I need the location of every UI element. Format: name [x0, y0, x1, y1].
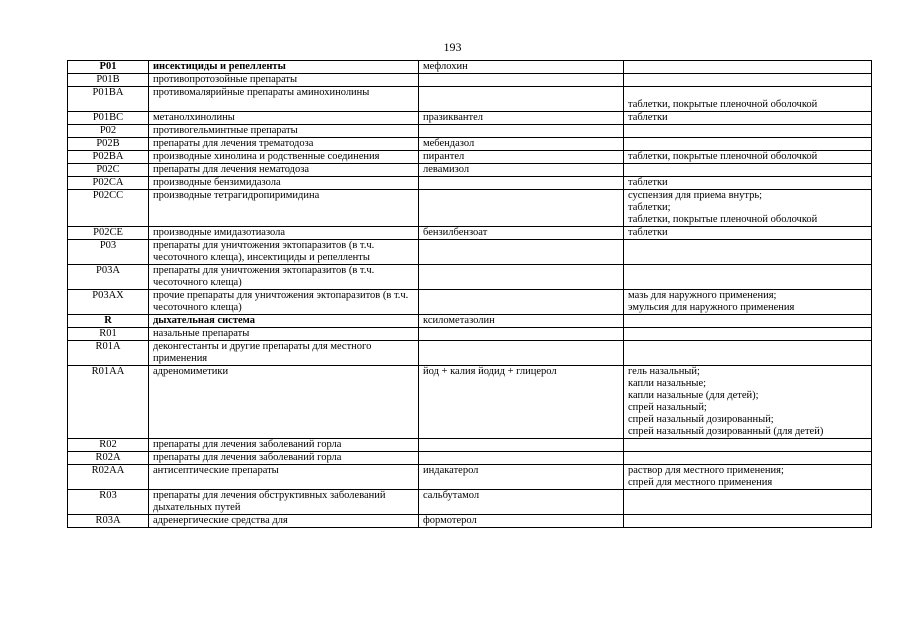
drug-name-cell: индакатерол: [419, 465, 624, 490]
dosage-form-cell: [624, 164, 872, 177]
dosage-form-cell: мазь для наружного применения; эмульсия для наружного применения: [624, 290, 872, 315]
atc-code-cell: R01: [68, 328, 149, 341]
pharmacological-group-cell: противопротозойные препараты: [149, 74, 419, 87]
table-row: [68, 265, 872, 290]
pharmacological-group-cell: адренергические средства для: [149, 515, 419, 528]
dosage-form-cell: таблетки, покрытые пленочной оболочкой: [624, 87, 872, 112]
dosage-form-cell: [624, 265, 872, 290]
drug-name-cell: [419, 341, 624, 366]
atc-code-cell: P03AX: [68, 290, 149, 315]
atc-code-cell: P02BA: [68, 151, 149, 164]
dosage-form-cell: [624, 74, 872, 87]
dosage-form-cell: таблетки, покрытые пленочной оболочкой: [624, 151, 872, 164]
dosage-form-cell: [624, 240, 872, 265]
pharmacological-group-cell: антисептические препараты: [149, 465, 419, 490]
dosage-form-cell: таблетки: [624, 177, 872, 190]
table-row: [68, 112, 872, 125]
table-row: [68, 138, 872, 151]
table-row: [68, 341, 872, 366]
pharmacological-group-cell: противомалярийные препараты аминохинолины: [149, 87, 419, 112]
table-row: [68, 315, 872, 328]
drug-name-cell: [419, 240, 624, 265]
dosage-form-cell: [624, 341, 872, 366]
pharmacological-group-cell: назальные препараты: [149, 328, 419, 341]
table-row: [68, 240, 872, 265]
table-row: [68, 366, 872, 439]
drug-name-cell: [419, 265, 624, 290]
pharmacological-group-cell: производные бензимидазола: [149, 177, 419, 190]
table-row: [68, 190, 872, 227]
dosage-form-cell: [624, 138, 872, 151]
drug-name-cell: [419, 328, 624, 341]
pharmacological-group-cell: производные имидазотиазола: [149, 227, 419, 240]
dosage-form-cell: таблетки: [624, 112, 872, 125]
dosage-form-cell: [624, 452, 872, 465]
drug-name-cell: [419, 190, 624, 227]
pharmacological-group-cell: препараты для уничтожения эктопаразитов (в т.ч. чесоточного клеща), инсектициды и репелленты: [149, 240, 419, 265]
atc-code-cell: R02AA: [68, 465, 149, 490]
atc-code-cell: R03A: [68, 515, 149, 528]
pharmacological-group-cell: инсектициды и репелленты: [149, 61, 419, 74]
table-row: [68, 74, 872, 87]
pharmacological-group-cell: метанолхинолины: [149, 112, 419, 125]
table-row: [68, 490, 872, 515]
drug-name-cell: пирантел: [419, 151, 624, 164]
drug-name-cell: [419, 439, 624, 452]
dosage-form-cell: [624, 490, 872, 515]
drug-name-cell: мефлохин: [419, 61, 624, 74]
table-row: [68, 439, 872, 452]
drug-name-cell: левамизол: [419, 164, 624, 177]
atc-code-cell: P03: [68, 240, 149, 265]
atc-code-cell: P01B: [68, 74, 149, 87]
atc-code-cell: P01BA: [68, 87, 149, 112]
pharmacological-group-cell: препараты для лечения трематодоза: [149, 138, 419, 151]
pharmacological-group-cell: противогельминтные препараты: [149, 125, 419, 138]
drug-name-cell: празиквантел: [419, 112, 624, 125]
drug-name-cell: [419, 74, 624, 87]
atc-code-cell: R01AA: [68, 366, 149, 439]
atc-code-cell: R02A: [68, 452, 149, 465]
atc-code-cell: R01A: [68, 341, 149, 366]
pharmacological-group-cell: производные тетрагидропиримидина: [149, 190, 419, 227]
pharmacological-group-cell: адреномиметики: [149, 366, 419, 439]
table-row: [68, 125, 872, 138]
table-row: [68, 290, 872, 315]
atc-code-cell: R03: [68, 490, 149, 515]
drug-name-cell: [419, 87, 624, 112]
atc-code-cell: P03A: [68, 265, 149, 290]
atc-code-cell: R: [68, 315, 149, 328]
pharmacological-group-cell: препараты для лечения нематодоза: [149, 164, 419, 177]
dosage-form-cell: раствор для местного применения; спрей для местного применения: [624, 465, 872, 490]
drug-name-cell: бензилбензоат: [419, 227, 624, 240]
drug-name-cell: сальбутамол: [419, 490, 624, 515]
pharmacological-group-cell: дыхательная система: [149, 315, 419, 328]
table-row: [68, 177, 872, 190]
drug-name-cell: йод + калия йодид + глицерол: [419, 366, 624, 439]
pharmacological-group-cell: препараты для лечения заболеваний горла: [149, 452, 419, 465]
drug-table: [67, 60, 872, 528]
atc-code-cell: R02: [68, 439, 149, 452]
drug-name-cell: формотерол: [419, 515, 624, 528]
drug-name-cell: ксилометазолин: [419, 315, 624, 328]
atc-code-cell: P02CA: [68, 177, 149, 190]
dosage-form-cell: [624, 125, 872, 138]
atc-code-cell: P02B: [68, 138, 149, 151]
drug-name-cell: [419, 125, 624, 138]
dosage-form-cell: [624, 315, 872, 328]
pharmacological-group-cell: препараты для лечения обструктивных заболеваний дыхательных путей: [149, 490, 419, 515]
dosage-form-cell: гель назальный; капли назальные; капли назальные (для детей); спрей назальный; спрей назальный дозированный; спрей назальный дозированный (для детей): [624, 366, 872, 439]
drug-name-cell: [419, 290, 624, 315]
page-number: 193: [443, 40, 462, 54]
pharmacological-group-cell: прочие препараты для уничтожения эктопаразитов (в т.ч. чесоточного клеща): [149, 290, 419, 315]
drug-name-cell: мебендазол: [419, 138, 624, 151]
dosage-form-cell: таблетки: [624, 227, 872, 240]
pharmacological-group-cell: деконгестанты и другие препараты для местного применения: [149, 341, 419, 366]
atc-code-cell: P02: [68, 125, 149, 138]
pharmacological-group-cell: производные хинолина и родственные соединения: [149, 151, 419, 164]
table-row: [68, 452, 872, 465]
table-row: [68, 227, 872, 240]
table-row: [68, 164, 872, 177]
atc-code-cell: P01BC: [68, 112, 149, 125]
table-row: [68, 465, 872, 490]
table-row: [68, 328, 872, 341]
pharmacological-group-cell: препараты для уничтожения эктопаразитов (в т.ч. чесоточного клеща): [149, 265, 419, 290]
atc-code-cell: P02CC: [68, 190, 149, 227]
drug-name-cell: [419, 452, 624, 465]
dosage-form-cell: [624, 61, 872, 74]
dosage-form-cell: суспензия для приема внутрь; таблетки; таблетки, покрытые пленочной оболочкой: [624, 190, 872, 227]
table-row: [68, 61, 872, 74]
atc-code-cell: P02CE: [68, 227, 149, 240]
dosage-form-cell: [624, 439, 872, 452]
table-body: [68, 61, 872, 528]
atc-code-cell: P01: [68, 61, 149, 74]
dosage-form-cell: [624, 328, 872, 341]
table-row: [68, 87, 872, 112]
atc-code-cell: P02C: [68, 164, 149, 177]
pharmacological-group-cell: препараты для лечения заболеваний горла: [149, 439, 419, 452]
table-row: [68, 515, 872, 528]
dosage-form-cell: [624, 515, 872, 528]
table-row: [68, 151, 872, 164]
drug-name-cell: [419, 177, 624, 190]
